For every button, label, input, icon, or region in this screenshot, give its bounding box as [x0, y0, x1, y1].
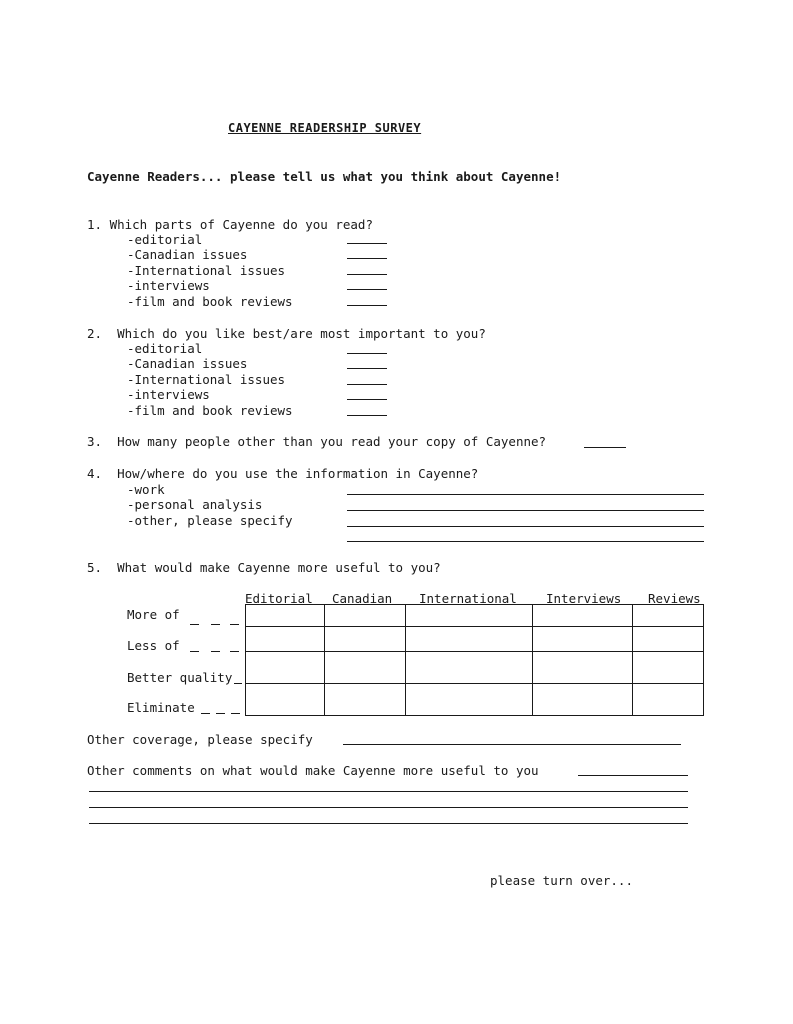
q2-option-editorial: -editorial: [127, 341, 203, 356]
row-dash: [201, 713, 210, 714]
q1-question: 1. Which parts of Cayenne do you read?: [87, 217, 373, 232]
other-coverage-label: Other coverage, please specify: [87, 732, 313, 747]
row-dash: [234, 683, 242, 684]
q2-blank-canadian[interactable]: [347, 368, 387, 369]
other-comments-blank-2[interactable]: [89, 791, 688, 792]
row-dash: [190, 624, 199, 625]
col-header-canadian: Canadian: [332, 591, 393, 606]
q1-blank-interviews[interactable]: [347, 289, 387, 290]
q4-question: 4. How/where do you use the information in Cayenne?: [87, 466, 479, 481]
row-label-better-quality: Better quality: [127, 670, 233, 685]
col-header-interviews: Interviews: [546, 591, 622, 606]
row-label-more-of: More of: [127, 607, 180, 622]
other-comments-blank-3[interactable]: [89, 807, 688, 808]
q2-blank-interviews[interactable]: [347, 399, 387, 400]
q1-option-reviews: -film and book reviews: [127, 294, 293, 309]
q4-option-other: -other, please specify: [127, 513, 293, 528]
row-label-less-of: Less of: [127, 638, 180, 653]
grid-hline: [245, 683, 704, 684]
page-title: CAYENNE READERSHIP SURVEY: [228, 121, 422, 135]
q4-blank-work[interactable]: [347, 494, 704, 495]
row-dash: [216, 713, 225, 714]
q1-blank-international[interactable]: [347, 274, 387, 275]
q2-question: 2. Which do you like best/are most important to you?: [87, 326, 486, 341]
q2-blank-international[interactable]: [347, 384, 387, 385]
q4-blank-other[interactable]: [347, 526, 704, 527]
other-comments-blank-4[interactable]: [89, 823, 688, 824]
q2-blank-editorial[interactable]: [347, 353, 387, 354]
q1-option-canadian: -Canadian issues: [127, 247, 248, 262]
col-header-editorial: Editorial: [245, 591, 313, 606]
q5-grid: [245, 604, 704, 716]
q4-blank-personal[interactable]: [347, 510, 704, 511]
q1-option-editorial: -editorial: [127, 232, 203, 247]
other-coverage-blank[interactable]: [343, 744, 681, 745]
row-dash: [230, 651, 239, 652]
q2-blank-reviews[interactable]: [347, 415, 387, 416]
q4-option-personal: -personal analysis: [127, 497, 263, 512]
grid-hline: [245, 626, 704, 627]
q2-option-reviews: -film and book reviews: [127, 403, 293, 418]
q1-option-international: -International issues: [127, 263, 286, 278]
row-dash: [211, 651, 220, 652]
grid-vline: [324, 604, 325, 716]
q5-question: 5. What would make Cayenne more useful to you?: [87, 560, 441, 575]
row-dash: [230, 624, 239, 625]
q3-question: 3. How many people other than you read your copy of Cayenne?: [87, 434, 547, 449]
col-header-international: International: [419, 591, 517, 606]
grid-vline: [405, 604, 406, 716]
q2-option-international: -International issues: [127, 372, 286, 387]
col-header-reviews: Reviews: [648, 591, 701, 606]
q3-blank[interactable]: [584, 447, 626, 448]
q1-option-interviews: -interviews: [127, 278, 210, 293]
q2-option-interviews: -interviews: [127, 387, 210, 402]
row-label-eliminate: Eliminate: [127, 700, 195, 715]
q1-blank-editorial[interactable]: [347, 243, 387, 244]
grid-vline: [532, 604, 533, 716]
q4-blank-extra[interactable]: [347, 541, 704, 542]
grid-hline: [245, 651, 704, 652]
grid-vline: [632, 604, 633, 716]
intro-text: Cayenne Readers... please tell us what you think about Cayenne!: [87, 169, 562, 184]
other-comments-blank-1[interactable]: [578, 775, 688, 776]
other-comments-label: Other comments on what would make Cayenne more useful to you: [87, 763, 539, 778]
row-dash: [190, 651, 199, 652]
q1-blank-canadian[interactable]: [347, 258, 387, 259]
q1-blank-reviews[interactable]: [347, 305, 387, 306]
row-dash: [211, 624, 220, 625]
turn-over-note: please turn over...: [490, 873, 633, 888]
q2-option-canadian: -Canadian issues: [127, 356, 248, 371]
row-dash: [231, 713, 240, 714]
q4-option-work: -work: [127, 482, 165, 497]
